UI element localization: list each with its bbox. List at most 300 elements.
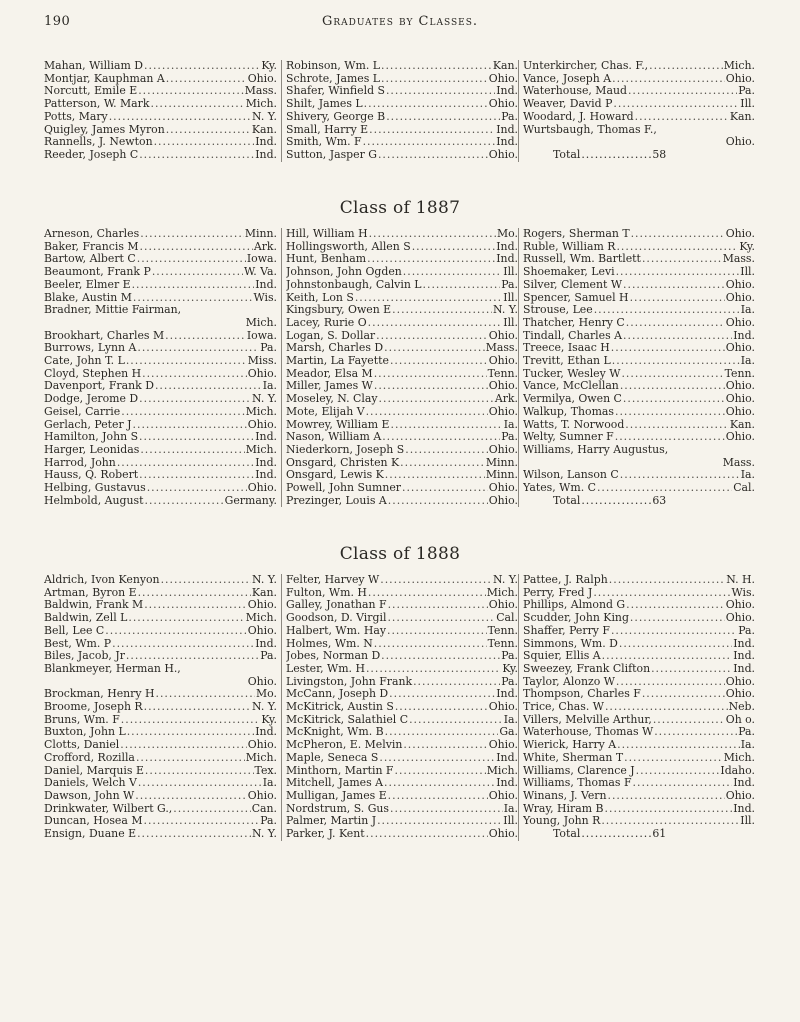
graduate-entry	[44, 777, 277, 790]
graduate-entry	[286, 136, 518, 149]
graduate-state: Neb.	[728, 701, 755, 714]
graduate-name: Spencer, Samuel H	[523, 291, 629, 304]
graduate-state: Ohio.	[488, 739, 518, 752]
graduate-entry	[286, 457, 518, 470]
leader-dots	[374, 380, 488, 393]
graduate-entry	[523, 111, 755, 124]
graduate-state: Mo.	[256, 688, 277, 701]
leader-dots	[642, 688, 725, 701]
leader-dots	[390, 419, 502, 432]
graduate-state: Ohio.	[725, 599, 755, 612]
leader-dots	[402, 482, 488, 495]
graduate-name: Daniels, Welch V	[44, 777, 137, 790]
leader-dots	[387, 625, 487, 638]
graduate-name: Fulton, Wm. H	[286, 586, 367, 599]
total-count: 61	[652, 827, 667, 841]
graduate-name: Vance, McClellan	[523, 380, 619, 393]
graduate-entry	[44, 469, 277, 482]
graduate-state: Ia.	[262, 380, 277, 393]
leader-dots	[364, 98, 488, 111]
graduate-state: Kan.	[251, 586, 277, 599]
graduate-state: Pa.	[738, 726, 755, 739]
leader-dots	[368, 317, 503, 330]
graduate-name: McKitrick, Salathiel C	[286, 713, 409, 726]
graduate-state: Ill.	[740, 266, 755, 279]
graduate-entry	[523, 431, 755, 444]
graduate-name: Harger, Leonidas	[44, 443, 140, 456]
graduate-entry	[523, 777, 755, 790]
leader-dots	[388, 599, 488, 612]
graduate-name: Mitchell, James A	[286, 777, 384, 790]
leader-dots	[140, 444, 244, 457]
graduate-name: McPheron, E. Melvin	[286, 739, 403, 752]
graduate-entry	[286, 495, 518, 508]
graduate-name: Dawson, John W	[44, 789, 135, 802]
graduate-name: Livingston, John Frank	[286, 675, 413, 688]
graduate-state: Ohio.	[247, 418, 277, 431]
graduate-entry	[44, 253, 277, 266]
graduate-name: Ruble, William R	[523, 240, 616, 253]
graduate-state: Pa.	[501, 675, 518, 688]
graduate-entry	[523, 625, 755, 638]
leader-dots	[142, 368, 247, 381]
graduate-state: Ohio.	[725, 342, 755, 355]
graduate-state: Pa.	[260, 815, 277, 828]
leader-dots	[137, 342, 259, 355]
graduate-entry	[286, 406, 518, 419]
leader-dots	[109, 111, 251, 124]
graduate-name: Mote, Elijah V	[286, 405, 365, 418]
graduate-entry	[44, 266, 277, 279]
leader-dots	[366, 406, 488, 419]
graduate-entry	[44, 599, 277, 612]
graduate-name: Smith, Wm. F	[286, 136, 362, 149]
leader-dots	[145, 495, 224, 508]
graduate-state: Mich.	[486, 586, 518, 599]
columns	[44, 60, 756, 162]
graduate-state: Ohio.	[725, 405, 755, 418]
graduate-entry	[523, 587, 755, 600]
graduate-name: Phillips, Almond G	[523, 599, 626, 612]
graduate-name: Drinkwater, Wilbert G.,	[44, 802, 173, 815]
graduate-name: Waterhouse, Maud	[523, 85, 627, 98]
leader-dots	[367, 253, 495, 266]
graduate-state: Ohio.	[488, 789, 518, 802]
graduate-entry	[44, 638, 277, 651]
graduate-state: Ia.	[262, 777, 277, 790]
columns	[44, 574, 756, 841]
column-1	[44, 60, 281, 162]
graduate-name: Potts, Mary	[44, 110, 108, 123]
graduate-state: Ohio.	[247, 624, 277, 637]
class-1886-continued	[44, 60, 756, 162]
graduate-name: Taylor, Alonzo W	[523, 675, 615, 688]
graduate-entry	[44, 701, 277, 714]
graduate-entry	[286, 149, 518, 162]
leader-dots	[139, 393, 251, 406]
graduate-state: Ind.	[496, 777, 518, 790]
graduate-state: Oh o.	[725, 713, 755, 726]
graduate-state: Ind.	[733, 329, 755, 342]
graduate-name: Duncan, Hosea M	[44, 815, 143, 828]
leader-dots	[403, 266, 502, 279]
graduate-name: Prezinger, Louis A	[286, 494, 387, 507]
graduate-entry	[523, 406, 755, 419]
leader-dots	[379, 752, 495, 765]
graduate-entry	[44, 765, 277, 778]
graduate-entry	[523, 599, 755, 612]
leader-dots	[620, 380, 725, 393]
graduate-entry	[523, 73, 755, 86]
graduate-state: Ga.	[499, 726, 518, 739]
leader-dots	[105, 625, 246, 638]
graduate-entry	[44, 85, 277, 98]
graduate-entry	[523, 482, 755, 495]
graduate-name: Beaumont, Frank P	[44, 266, 151, 279]
graduate-entry	[286, 85, 518, 98]
leader-dots	[121, 714, 261, 727]
leader-dots	[147, 482, 247, 495]
graduate-entry	[523, 368, 755, 381]
graduate-state: Ohio.	[488, 98, 518, 111]
graduate-entry	[44, 726, 277, 739]
graduate-entry	[523, 85, 755, 98]
graduate-name: Walkup, Thomas	[523, 405, 614, 418]
graduate-state: Ark.	[253, 240, 277, 253]
graduate-name: Blankmeyer, Herman H.,	[44, 662, 181, 675]
graduate-entry	[44, 714, 277, 727]
leader-dots	[581, 149, 651, 162]
leader-dots	[155, 380, 262, 393]
graduate-entry	[44, 587, 277, 600]
graduate-entry	[44, 444, 277, 457]
leader-dots	[378, 149, 488, 162]
graduate-name: Crofford, Rozilla	[44, 751, 135, 764]
leader-dots	[139, 431, 254, 444]
leader-dots	[381, 73, 488, 86]
graduate-entry	[44, 342, 277, 355]
graduate-name: Bell, Lee C	[44, 624, 105, 637]
leader-dots	[140, 228, 244, 241]
graduate-name: Schrote, James L	[286, 72, 380, 85]
graduate-state: Pa.	[738, 624, 755, 637]
graduate-state: Ohio.	[725, 789, 755, 802]
graduate-state: Ohio.	[725, 688, 755, 701]
leader-dots	[611, 342, 725, 355]
graduate-state: Mass.	[485, 342, 518, 355]
graduate-state: Minn.	[244, 228, 277, 240]
graduate-name: Minthorn, Martin F	[286, 764, 394, 777]
graduate-entry	[44, 482, 277, 495]
graduate-state: Ind.	[733, 662, 755, 675]
graduate-name: Clotts, Daniel	[44, 739, 120, 752]
graduate-state: Ohio.	[725, 316, 755, 329]
graduate-state: Ill.	[503, 815, 518, 828]
graduate-entry	[44, 663, 277, 688]
graduate-state: Tenn.	[487, 637, 518, 650]
graduate-entry	[44, 457, 277, 470]
graduate-state: Iowa.	[246, 253, 277, 266]
graduate-entry	[286, 266, 518, 279]
graduate-name: Welty, Sumner F	[523, 431, 614, 444]
graduate-entry	[523, 279, 755, 292]
graduate-entry	[286, 60, 518, 73]
graduate-state: Ia.	[740, 469, 755, 482]
leader-dots	[133, 419, 247, 432]
leader-dots	[626, 317, 725, 330]
graduate-name: Davenport, Frank D	[44, 380, 154, 393]
total-label: Total	[553, 493, 581, 507]
graduate-state: Cal.	[733, 482, 755, 495]
graduate-state: Germany.	[224, 494, 277, 507]
graduate-name: Sweezey, Frank Clifton	[523, 662, 651, 675]
graduate-name: Reeder, Joseph C	[44, 148, 139, 161]
leader-dots	[389, 688, 495, 701]
leader-dots	[374, 638, 487, 651]
graduate-state: Mich.	[245, 612, 277, 625]
leader-dots	[394, 765, 485, 778]
leader-dots	[423, 279, 501, 292]
graduate-entry	[523, 612, 755, 625]
graduate-name: Thompson, Charles F	[523, 688, 641, 701]
graduate-state: Ohio.	[725, 612, 755, 625]
leader-dots	[608, 790, 725, 803]
leader-dots	[385, 726, 499, 739]
graduate-entry	[286, 714, 518, 727]
total-label: Total	[553, 147, 581, 161]
graduate-entry	[44, 292, 277, 305]
leader-dots	[376, 330, 488, 343]
graduate-state: Ky.	[502, 662, 518, 675]
graduate-entry	[286, 342, 518, 355]
graduate-state: Ind.	[255, 456, 277, 469]
graduate-name: White, Sherman T	[523, 751, 624, 764]
graduate-entry	[286, 599, 518, 612]
leader-dots	[403, 739, 487, 752]
graduate-state: Iowa.	[246, 329, 277, 342]
graduate-name: Kingsbury, Owen E	[286, 304, 392, 317]
leader-dots	[388, 790, 488, 803]
graduate-name: Trice, Chas. W	[523, 701, 604, 714]
graduate-name: Broome, Joseph R	[44, 701, 143, 714]
graduate-name: Watts, T. Norwood	[523, 418, 625, 431]
leader-dots	[166, 73, 247, 86]
graduate-state: N. H.	[726, 574, 755, 586]
graduate-name: Bartow, Albert C	[44, 253, 136, 266]
graduate-entry	[286, 828, 518, 841]
page-header	[44, 14, 756, 34]
graduate-state: Idaho.	[720, 764, 755, 777]
graduate-state: Ind.	[255, 637, 277, 650]
graduate-state: Mich.	[245, 315, 277, 329]
leader-dots	[615, 431, 725, 444]
column-3	[518, 228, 755, 507]
graduate-entry	[523, 253, 755, 266]
graduate-name: Wray, Hiram B	[523, 802, 604, 815]
graduate-name: Moseley, N. Clay	[286, 393, 378, 406]
graduate-name: Buxton, John L	[44, 726, 126, 739]
graduate-entry	[44, 650, 277, 663]
graduate-state: N. Y.	[492, 304, 518, 317]
graduate-state: Mich.	[245, 98, 277, 111]
graduate-entry	[523, 701, 755, 714]
leader-dots	[137, 828, 251, 841]
graduate-name: McCann, Joseph D	[286, 688, 389, 701]
graduate-name: Winans, J. Vern	[523, 789, 607, 802]
graduate-entry	[286, 279, 518, 292]
graduate-name: Lester, Wm. H	[286, 662, 365, 675]
graduate-entry	[44, 98, 277, 111]
graduate-name: McKitrick, Austin S	[286, 701, 394, 714]
graduate-name: Thatcher, Henry C	[523, 316, 625, 329]
graduate-entry	[44, 124, 277, 137]
graduate-entry	[44, 330, 277, 343]
leader-dots	[385, 469, 485, 482]
graduate-state: Ohio.	[488, 443, 518, 456]
graduate-name: Quigley, James Myron	[44, 123, 165, 136]
graduate-entry	[44, 60, 277, 73]
graduate-state: Kan.	[729, 418, 755, 431]
graduate-state: Mo.	[497, 228, 518, 240]
graduate-state: Ind.	[255, 136, 277, 149]
graduate-entry	[286, 701, 518, 714]
graduate-name: Marsh, Charles D	[286, 342, 384, 355]
graduate-name: Tindall, Charles A	[523, 329, 623, 342]
graduate-state: Pa.	[260, 342, 277, 355]
total-label: Total	[553, 827, 581, 841]
leader-dots	[120, 739, 246, 752]
graduate-state: Ind.	[733, 637, 755, 650]
total-count: 58	[652, 147, 667, 161]
graduate-name: Helmbold, August	[44, 494, 144, 507]
graduate-name: Rogers, Sherman T	[523, 228, 630, 240]
graduate-name: Blake, Austin M	[44, 291, 132, 304]
graduate-name: Hunt, Benham	[286, 253, 367, 266]
graduate-name: Keith, Lon S	[286, 291, 354, 304]
class-total	[523, 495, 755, 508]
graduate-name: Martin, La Fayette	[286, 355, 389, 368]
graduate-name: Bruns, Wm. F	[44, 713, 120, 726]
graduate-name: Nason, William A	[286, 431, 382, 444]
graduate-name: Dodge, Jerome D	[44, 393, 139, 406]
leader-dots	[616, 266, 740, 279]
graduate-state: Ia.	[740, 355, 755, 368]
graduate-name: Simmons, Wm. D	[523, 637, 618, 650]
graduate-entry	[44, 828, 277, 841]
graduate-state: Ohio.	[247, 789, 277, 802]
leader-dots	[152, 266, 243, 279]
graduate-state: Kan.	[251, 123, 277, 136]
graduate-name: Palmer, Martin J	[286, 815, 377, 828]
graduate-state: Kan.	[729, 110, 755, 123]
graduate-state: Ohio.	[488, 482, 518, 495]
graduate-entry	[44, 304, 277, 329]
graduate-entry	[286, 663, 518, 676]
graduate-state: Ky.	[261, 60, 277, 72]
graduate-entry	[523, 292, 755, 305]
graduate-state: Ind.	[496, 136, 518, 149]
graduate-entry	[523, 726, 755, 739]
graduate-name: Johnson, John Ogden	[286, 266, 402, 279]
leader-dots	[621, 368, 723, 381]
leader-dots	[611, 625, 737, 638]
column-1	[44, 228, 281, 507]
graduate-state: Ind.	[255, 469, 277, 482]
graduate-state: Ind.	[733, 777, 755, 790]
graduate-name: Biles, Jacob, Jr	[44, 650, 125, 663]
leader-dots	[173, 803, 250, 816]
graduate-name: Unterkircher, Chas. F.,	[523, 60, 649, 72]
leader-dots	[628, 85, 737, 98]
graduate-name: Brockman, Henry H	[44, 688, 155, 701]
graduate-state: Ohio.	[247, 367, 277, 380]
graduate-state: Ind.	[255, 431, 277, 444]
leader-dots	[616, 241, 738, 254]
graduate-name: Strouse, Lee	[523, 304, 593, 317]
graduate-entry	[523, 803, 755, 816]
graduate-name: Mowrey, William E	[286, 418, 390, 431]
graduate-entry	[286, 253, 518, 266]
graduate-state: Ia.	[503, 418, 518, 431]
leader-dots	[400, 457, 485, 470]
running-head: Graduates by Classes.	[321, 14, 479, 29]
graduate-state: Ohio.	[247, 72, 277, 85]
column-2	[281, 228, 518, 507]
graduate-entry	[44, 419, 277, 432]
graduate-entry	[523, 765, 755, 778]
graduate-entry	[286, 469, 518, 482]
graduate-entry	[286, 124, 518, 137]
graduate-entry	[523, 60, 755, 73]
graduate-state: Ind.	[496, 751, 518, 764]
graduate-entry	[286, 368, 518, 381]
column-3	[518, 574, 755, 841]
leader-dots	[593, 587, 730, 600]
graduate-entry	[286, 241, 518, 254]
leader-dots	[379, 393, 494, 406]
leader-dots	[368, 587, 486, 600]
graduate-entry	[44, 241, 277, 254]
graduate-state: Mich.	[245, 443, 277, 456]
graduate-state: Ohio.	[488, 701, 518, 714]
graduate-name: Baldwin, Zell L	[44, 612, 128, 625]
graduate-state: Ohio.	[725, 431, 755, 444]
graduate-name: Williams, Clarence J	[523, 764, 635, 777]
leader-dots	[616, 676, 725, 689]
leader-dots	[136, 752, 245, 765]
graduate-name: Niederkorn, Joseph S	[286, 443, 405, 456]
graduate-entry	[523, 638, 755, 651]
leader-dots	[144, 599, 247, 612]
leader-dots	[630, 612, 725, 625]
leader-dots	[145, 765, 254, 778]
graduate-entry	[523, 317, 755, 330]
leader-dots	[594, 304, 740, 317]
class-title: Class of 1887	[339, 198, 461, 218]
leader-dots	[388, 495, 488, 508]
graduate-state: Ind.	[255, 148, 277, 161]
graduate-entry	[286, 419, 518, 432]
leader-dots	[602, 650, 733, 663]
graduate-state: N. Y.	[251, 110, 277, 123]
page-number: 190	[44, 14, 71, 29]
graduate-name: Daniel, Marquis E	[44, 764, 144, 777]
graduate-state: Ohio.	[725, 228, 755, 240]
leader-dots	[633, 777, 733, 790]
leader-dots	[132, 279, 255, 292]
graduate-name: Rannells, J. Newton	[44, 136, 153, 149]
graduate-state: N. Y.	[492, 574, 518, 586]
